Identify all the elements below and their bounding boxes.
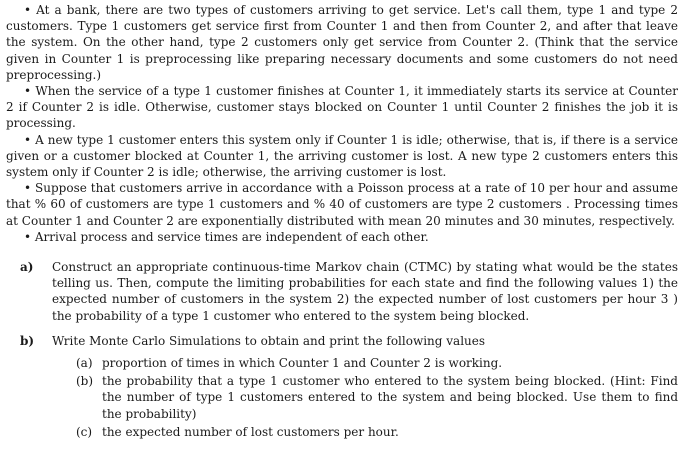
part-b-item-a-label: (a): [76, 356, 93, 371]
bullet-paragraph-5: • Arrival process and service times are independent of each other.: [24, 229, 429, 244]
part-a-section: [6, 259, 678, 324]
part-b-text: Write Monte Carlo Simulations to obtain and print the following values: [52, 333, 486, 348]
part-b-item-b: [76, 373, 678, 422]
part-b-item-c: [76, 424, 678, 440]
part-b-subitems: [6, 355, 678, 440]
part-a-text: Construct an appropriate continuous-time Markov chain (CTMC) by stating what would be the states telling us. Then, compute the limiting probabilities for each state and find the following values 1) the expected number of customers in the system 2) the expected number of lost customers per hour 3 ) the probability of a type 1 customer who entered to the system being blocked.: [52, 260, 678, 323]
part-b-item-b-text: the probability that a type 1 customer who entered to the system being blocked. (Hint: Find the number of type 1 customers entered to the system and being blocked. Use them to find the probability): [102, 374, 678, 421]
part-b-item-a-text: proportion of times in which Counter 1 and Counter 2 is working.: [102, 356, 503, 371]
bullet-paragraph-2: • When the service of a type 1 customer finishes at Counter 1, it immediately starts its service at Counter 2 if Counter 2 is idle. Otherwise, customer stays blocked on Counter 1 until Counter 2 finishes the job it is processing.: [6, 84, 678, 131]
bullet-paragraph-4: • Suppose that customers arrive in accordance with a Poisson process at a rate of 10 per hour and assume that % 60 of customers are type 1 customers and % 40 of customers are type 2 customers . Processing times at Counter 1 and Counter 2 are exponentially distributed with mean 20 minutes and 30 minutes, respectively.: [6, 181, 678, 228]
bullet-paragraph-1: • At a bank, there are two types of customers arriving to get service. Let's call them, type 1 and type 2 customers. Type 1 customers get service first from Counter 1 and then from Counter 2, and after that leave the system. On the other hand, type 2 customers only get service from Counter 2. (Think that the service given in Counter 1 is preprocessing like preparing necessary documents and some customers do not need preprocessing.): [6, 3, 678, 82]
bullet-paragraph-3: • A new type 1 customer enters this system only if Counter 1 is idle; otherwise, that is, if there is a service given or a customer blocked at Counter 1, the arriving customer is lost. A new type 2 customers enters this system only if Counter 2 is idle; otherwise, the arriving customer is lost.: [6, 132, 678, 180]
part-b-label: b): [20, 333, 35, 348]
part-b-item-c-text: the expected number of lost customers per hour.: [102, 424, 399, 439]
part-b-item-a: [76, 355, 678, 371]
part-a-label: a): [20, 260, 34, 275]
part-b-item-b-label: (b): [76, 374, 94, 389]
part-b-section: [6, 333, 678, 349]
part-b-item-c-label: (c): [76, 424, 93, 439]
